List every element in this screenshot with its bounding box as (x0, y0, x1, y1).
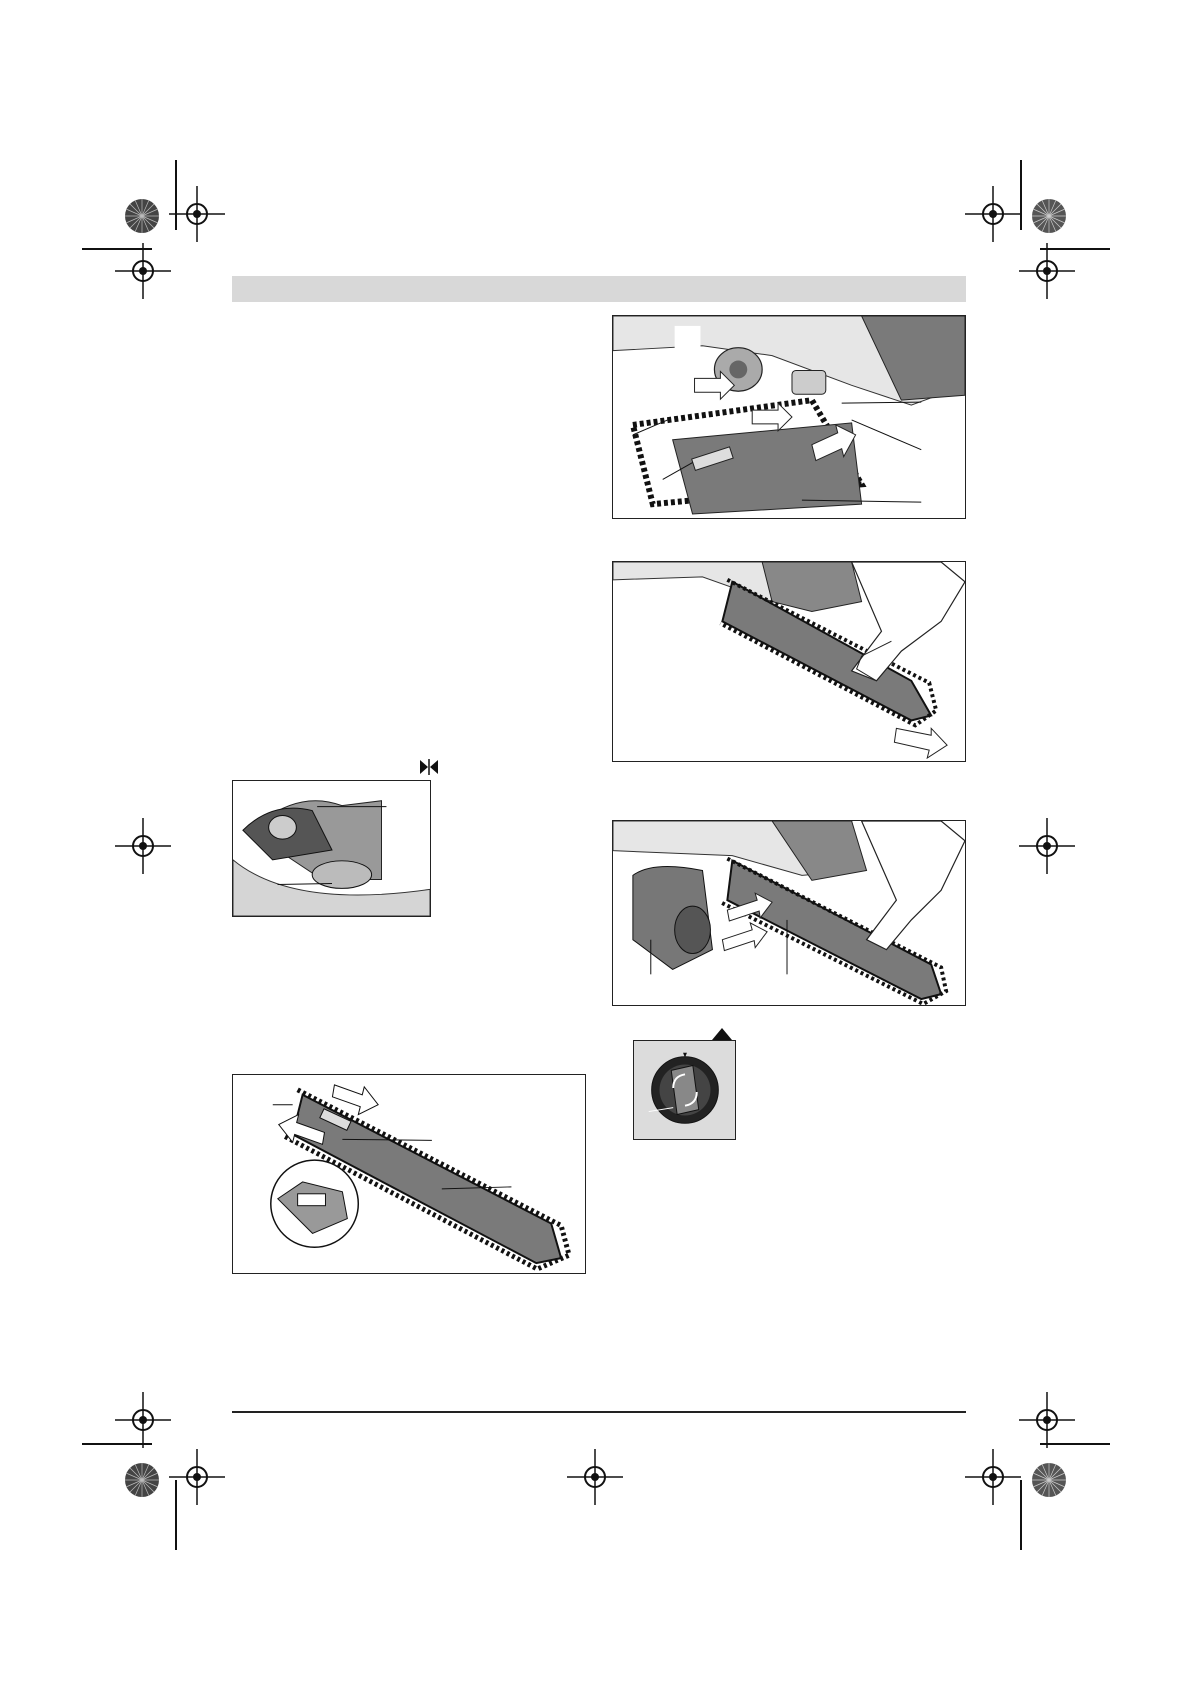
figure-chain-bar-mounting (612, 315, 966, 519)
crosshair-registration-icon (169, 1449, 225, 1505)
crop-line (1020, 1480, 1022, 1550)
crosshair-registration-icon (115, 818, 171, 874)
crosshair-registration-icon (115, 1392, 171, 1448)
crop-line (1020, 160, 1022, 230)
crosshair-registration-icon (965, 186, 1021, 242)
bow-tie-arrows-icon (418, 758, 440, 776)
crosshair-registration-icon (965, 1449, 1021, 1505)
starburst-color-icon (124, 198, 160, 234)
figure-tension-knob (633, 1040, 736, 1140)
crop-line (82, 248, 152, 250)
crosshair-registration-icon (567, 1449, 623, 1505)
figure-cover-knob (232, 780, 431, 917)
crop-line (175, 160, 177, 230)
footer-rule (232, 1411, 966, 1413)
figure-chain-and-bar (232, 1074, 586, 1274)
crosshair-registration-icon (1019, 1392, 1075, 1448)
crosshair-registration-icon (115, 243, 171, 299)
crosshair-registration-icon (169, 186, 225, 242)
crosshair-registration-icon (1019, 243, 1075, 299)
figure-cover-fitting (612, 820, 966, 1006)
crosshair-registration-icon (1019, 818, 1075, 874)
figure-bar-tensioning (612, 561, 966, 762)
crop-line (1040, 1443, 1110, 1445)
crop-line (1040, 248, 1110, 250)
corner-marker (712, 1028, 732, 1040)
starburst-color-icon (1031, 198, 1067, 234)
header-band (232, 276, 966, 302)
crop-line (82, 1443, 152, 1445)
starburst-color-icon (124, 1462, 160, 1498)
starburst-color-icon (1031, 1462, 1067, 1498)
crop-line (175, 1480, 177, 1550)
